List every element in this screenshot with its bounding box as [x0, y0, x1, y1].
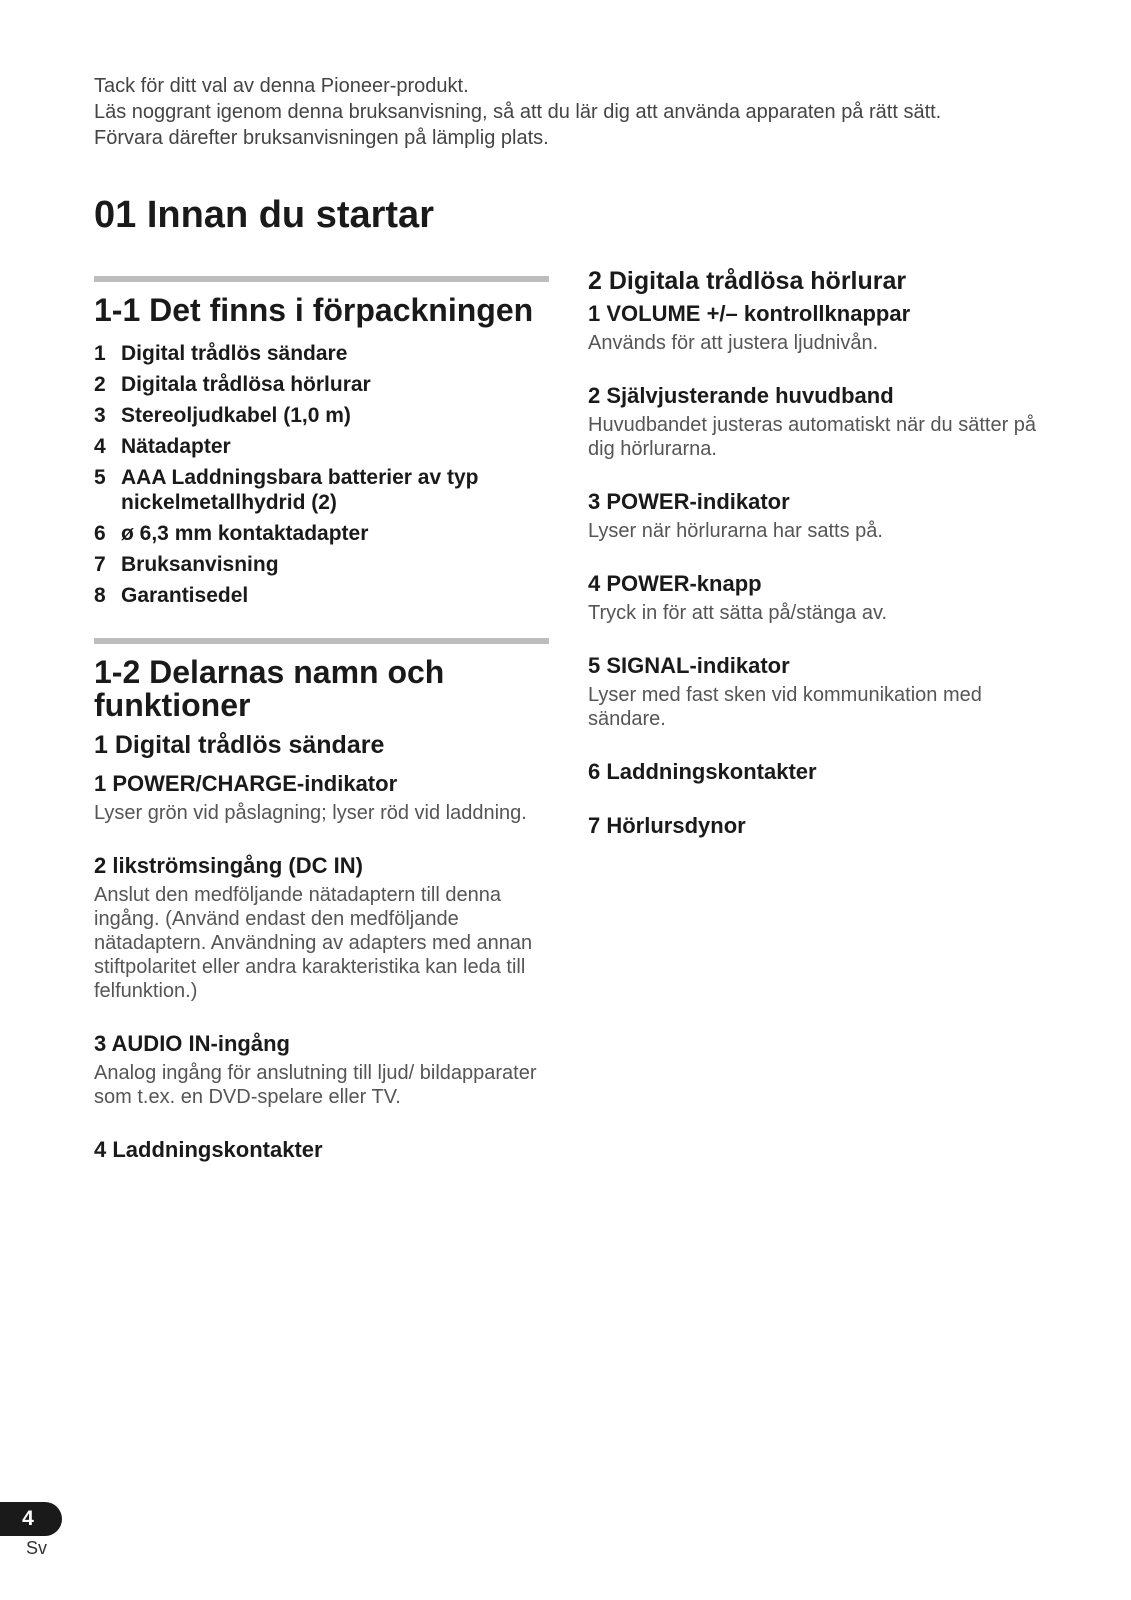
part-title: 6 Laddningskontakter — [588, 759, 817, 784]
transmitter-heading: 1 Digital trådlös sändare — [94, 731, 385, 759]
intro-line: Tack för ditt val av denna Pioneer-produkt. — [94, 75, 469, 97]
list-item — [94, 583, 549, 608]
list-item-number: 4 — [94, 435, 106, 458]
package-contents-list — [94, 341, 549, 608]
part-description: Anslut den medföljande nätadaptern till denna ingång. (Använd endast den medföljande nätadaptern. Användning av adapters med annan stiftpolaritet eller andra karakteristika kan leda till felfunktion.) — [94, 884, 533, 1002]
part-title: 7 Hörlursdynor — [588, 813, 746, 838]
part-title: 4 POWER-knapp — [588, 571, 762, 596]
part-item — [588, 488, 1048, 543]
list-item — [94, 552, 549, 577]
part-title: 1 POWER/CHARGE-indikator — [94, 771, 398, 796]
part-title: 3 AUDIO IN-ingång — [94, 1031, 290, 1056]
section-divider — [94, 638, 549, 644]
part-description: Analog ingång för anslutning till ljud/ bildapparater som t.ex. en DVD-spelare eller TV. — [94, 1062, 537, 1108]
section-title-parts: 1-2 Delarnas namn och funktioner — [94, 654, 445, 723]
list-item — [94, 465, 549, 515]
list-item-number: 8 — [94, 584, 106, 607]
part-description: Används för att justera ljudnivån. — [588, 332, 879, 354]
part-title: 4 Laddningskontakter — [94, 1137, 323, 1162]
list-item-text: Bruksanvisning — [121, 553, 279, 576]
list-item-text: Garantisedel — [121, 584, 249, 607]
list-item-text: Stereoljudkabel (1,0 m) — [121, 404, 351, 427]
part-title: 5 SIGNAL-indikator — [588, 653, 790, 678]
part-item — [588, 570, 1048, 625]
list-item-number: 7 — [94, 553, 106, 576]
page-number: 4 — [22, 1507, 34, 1530]
part-description: Lyser med fast sken vid kommunikation med sändare. — [588, 684, 982, 730]
intro-line: Läs noggrant igenom denna bruksanvisning, så att du lär dig att använda apparaten på rätt sätt. — [94, 101, 942, 123]
part-item — [94, 852, 549, 1003]
part-description: Tryck in för att sätta på/stänga av. — [588, 602, 888, 624]
right-column — [588, 266, 1048, 866]
list-item — [94, 434, 549, 459]
part-description: Lyser när hörlurarna har satts på. — [588, 520, 883, 542]
part-description: Huvudbandet justeras automatiskt när du sätter på dig hörlurarna. — [588, 414, 1037, 460]
intro-text — [94, 73, 1074, 151]
part-item — [588, 382, 1048, 461]
part-item — [588, 652, 1048, 731]
list-item-text: AAA Laddningsbara batterier av typ nickelmetallhydrid (2) — [121, 466, 479, 514]
headphones-heading: 2 Digitala trådlösa hörlurar — [588, 267, 907, 295]
list-item-text: ø 6,3 mm kontaktadapter — [121, 522, 369, 545]
chapter-title: 01 Innan du startar — [94, 194, 434, 236]
part-title: 2 likströmsingång (DC IN) — [94, 853, 363, 878]
left-column — [94, 276, 549, 1190]
list-item-text: Digital trådlös sändare — [121, 342, 348, 365]
part-title: 1 VOLUME +/– kontrollknappar — [588, 301, 911, 326]
list-item-number: 2 — [94, 373, 106, 396]
part-title: 3 POWER-indikator — [588, 489, 790, 514]
list-item — [94, 403, 549, 428]
list-item-number: 1 — [94, 342, 106, 365]
part-item — [94, 1030, 549, 1109]
list-item-number: 3 — [94, 404, 106, 427]
list-item-text: Digitala trådlösa hörlurar — [121, 373, 371, 396]
list-item — [94, 372, 549, 397]
list-item-number: 6 — [94, 522, 106, 545]
section-title-package: 1-1 Det finns i förpackningen — [94, 292, 534, 328]
list-item-text: Nätadapter — [121, 435, 231, 458]
list-item — [94, 341, 549, 366]
part-item — [588, 300, 1048, 355]
part-item — [94, 1136, 549, 1163]
language-code: Sv — [26, 1538, 48, 1558]
part-description: Lyser grön vid påslagning; lyser röd vid laddning. — [94, 802, 527, 824]
part-title: 2 Självjusterande huvudband — [588, 383, 894, 408]
page-number-tab — [0, 1502, 62, 1536]
part-item — [588, 758, 1048, 785]
list-item — [94, 521, 549, 546]
intro-line: Förvara därefter bruksanvisningen på lämplig plats. — [94, 127, 549, 149]
part-item — [588, 812, 1048, 839]
section-divider — [94, 276, 549, 282]
list-item-number: 5 — [94, 466, 106, 489]
part-item — [94, 770, 549, 825]
